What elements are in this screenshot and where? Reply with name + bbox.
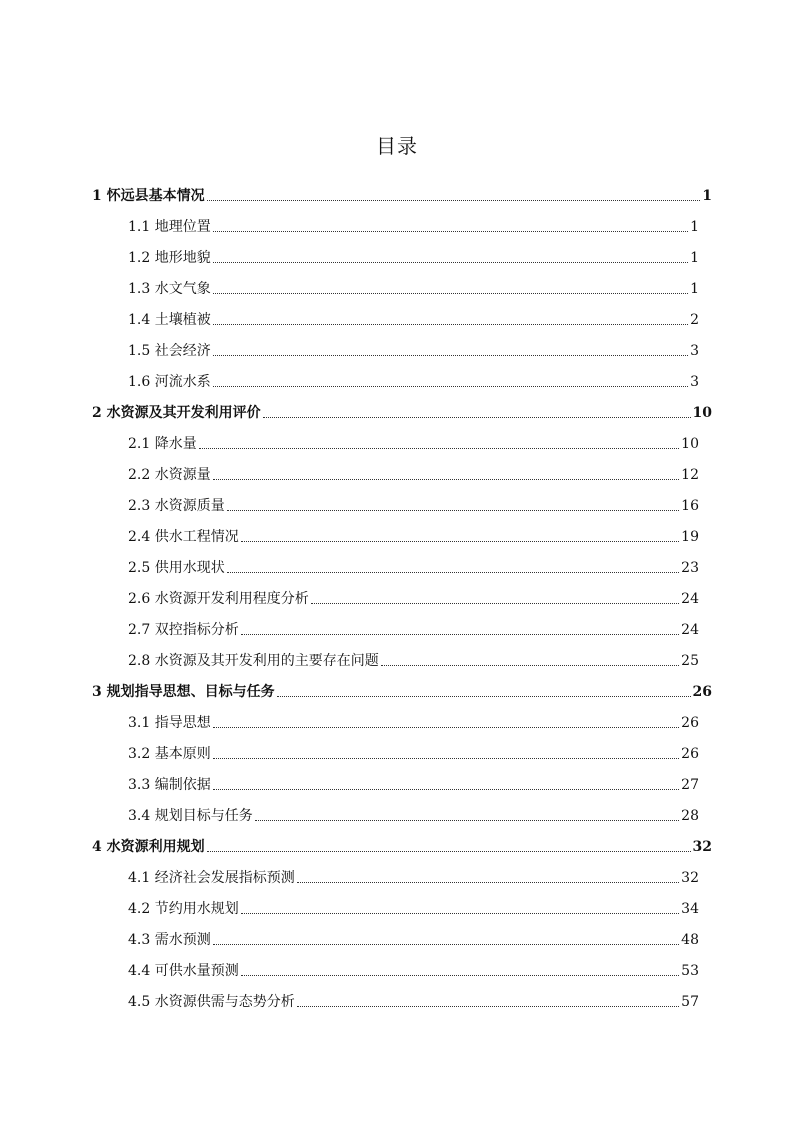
dot-leader [227, 509, 679, 511]
dot-leader [207, 199, 701, 201]
toc-entry-title: 3.1 指导思想 [128, 714, 211, 731]
dot-leader [213, 478, 679, 480]
toc-entry-title: 2.3 水资源质量 [128, 497, 225, 514]
toc-entry-title: 2 水资源及其开发利用评价 [92, 404, 261, 421]
toc-page-number: 2 [690, 311, 699, 328]
dot-leader [213, 788, 679, 790]
toc-section-entry[interactable] [0, 459, 699, 490]
toc-entry-title: 3 规划指导思想、目标与任务 [92, 683, 275, 700]
dot-leader [311, 602, 679, 604]
toc-section-entry[interactable] [0, 645, 699, 676]
toc-page-number: 1 [702, 187, 712, 204]
toc-section-entry[interactable] [0, 428, 699, 459]
toc-entry-title: 2.1 降水量 [128, 435, 197, 452]
dot-leader [297, 1005, 679, 1007]
toc-section-entry[interactable] [0, 335, 699, 366]
toc-section-entry[interactable] [0, 893, 699, 924]
toc-entry-title: 4.2 节约用水规划 [128, 900, 239, 917]
dot-leader [263, 416, 691, 418]
toc-page-number: 57 [681, 993, 699, 1010]
toc-chapter-entry[interactable] [0, 676, 712, 707]
toc-section-entry[interactable] [0, 862, 699, 893]
table-of-contents [0, 180, 794, 1017]
toc-page-number: 24 [681, 590, 699, 607]
toc-section-entry[interactable] [0, 366, 699, 397]
toc-page-number: 1 [690, 280, 699, 297]
dot-leader [207, 850, 691, 852]
dot-leader [213, 385, 688, 387]
toc-section-entry[interactable] [0, 769, 699, 800]
toc-page-number: 3 [690, 342, 699, 359]
toc-page-number: 3 [690, 373, 699, 390]
dot-leader [213, 354, 688, 356]
dot-leader [213, 943, 679, 945]
toc-section-entry[interactable] [0, 273, 699, 304]
toc-section-entry[interactable] [0, 800, 699, 831]
toc-entry-title: 1.3 水文气象 [128, 280, 211, 297]
toc-page-number: 26 [681, 745, 699, 762]
toc-page-number: 32 [692, 838, 712, 855]
toc-page-number: 12 [681, 466, 699, 483]
dot-leader [213, 757, 679, 759]
dot-leader [213, 261, 688, 263]
toc-entry-title: 3.3 编制依据 [128, 776, 211, 793]
toc-page-number: 19 [681, 528, 699, 545]
toc-section-entry[interactable] [0, 211, 699, 242]
dot-leader [227, 571, 679, 573]
toc-entry-title: 1.1 地理位置 [128, 218, 211, 235]
toc-section-entry[interactable] [0, 552, 699, 583]
toc-page-number: 25 [681, 652, 699, 669]
toc-chapter-entry[interactable] [0, 180, 712, 211]
toc-page-number: 26 [681, 714, 699, 731]
toc-entry-title: 1.2 地形地貌 [128, 249, 211, 266]
toc-page-number: 10 [681, 435, 699, 452]
dot-leader [199, 447, 679, 449]
dot-leader [241, 974, 679, 976]
dot-leader [297, 881, 679, 883]
toc-entry-title: 4 水资源利用规划 [92, 838, 205, 855]
dot-leader [277, 695, 691, 697]
toc-entry-title: 2.8 水资源及其开发利用的主要存在问题 [128, 652, 379, 669]
toc-entry-title: 1 怀远县基本情况 [92, 187, 205, 204]
toc-section-entry[interactable] [0, 242, 699, 273]
toc-page-number: 10 [692, 404, 712, 421]
toc-section-entry[interactable] [0, 583, 699, 614]
dot-leader [241, 633, 679, 635]
toc-entry-title: 2.6 水资源开发利用程度分析 [128, 590, 309, 607]
toc-entry-title: 2.2 水资源量 [128, 466, 211, 483]
toc-section-entry[interactable] [0, 707, 699, 738]
toc-page-number: 1 [690, 218, 699, 235]
toc-section-entry[interactable] [0, 955, 699, 986]
toc-page-number: 1 [690, 249, 699, 266]
toc-page-number: 24 [681, 621, 699, 638]
toc-chapter-entry[interactable] [0, 831, 712, 862]
toc-entry-title: 1.5 社会经济 [128, 342, 211, 359]
page-title: 目录 [376, 134, 418, 158]
toc-page-number: 32 [681, 869, 699, 886]
toc-entry-title: 3.2 基本原则 [128, 745, 211, 762]
toc-page-number: 53 [681, 962, 699, 979]
toc-section-entry[interactable] [0, 490, 699, 521]
dot-leader [213, 323, 688, 325]
dot-leader [241, 912, 679, 914]
toc-page-number: 26 [692, 683, 712, 700]
dot-leader [255, 819, 679, 821]
toc-section-entry[interactable] [0, 924, 699, 955]
toc-entry-title: 4.4 可供水量预测 [128, 962, 239, 979]
toc-entry-title: 2.5 供用水现状 [128, 559, 225, 576]
toc-entry-title: 4.1 经济社会发展指标预测 [128, 869, 295, 886]
dot-leader [241, 540, 679, 542]
toc-section-entry[interactable] [0, 738, 699, 769]
toc-entry-title: 3.4 规划目标与任务 [128, 807, 253, 824]
dot-leader [213, 726, 679, 728]
toc-entry-title: 4.3 需水预测 [128, 931, 211, 948]
toc-section-entry[interactable] [0, 521, 699, 552]
toc-entry-title: 1.6 河流水系 [128, 373, 211, 390]
dot-leader [213, 292, 688, 294]
toc-section-entry[interactable] [0, 614, 699, 645]
toc-entry-title: 4.5 水资源供需与态势分析 [128, 993, 295, 1010]
toc-page-number: 16 [681, 497, 699, 514]
toc-entry-title: 2.7 双控指标分析 [128, 621, 239, 638]
dot-leader [381, 664, 679, 666]
toc-section-entry[interactable] [0, 986, 699, 1017]
toc-chapter-entry[interactable] [0, 397, 712, 428]
dot-leader [213, 230, 688, 232]
toc-section-entry[interactable] [0, 304, 699, 335]
toc-entry-title: 1.4 土壤植被 [128, 311, 211, 328]
toc-page-number: 27 [681, 776, 699, 793]
toc-page-number: 28 [681, 807, 699, 824]
toc-page-number: 34 [681, 900, 699, 917]
toc-page-number: 23 [681, 559, 699, 576]
toc-page-number: 48 [681, 931, 699, 948]
toc-entry-title: 2.4 供水工程情况 [128, 528, 239, 545]
